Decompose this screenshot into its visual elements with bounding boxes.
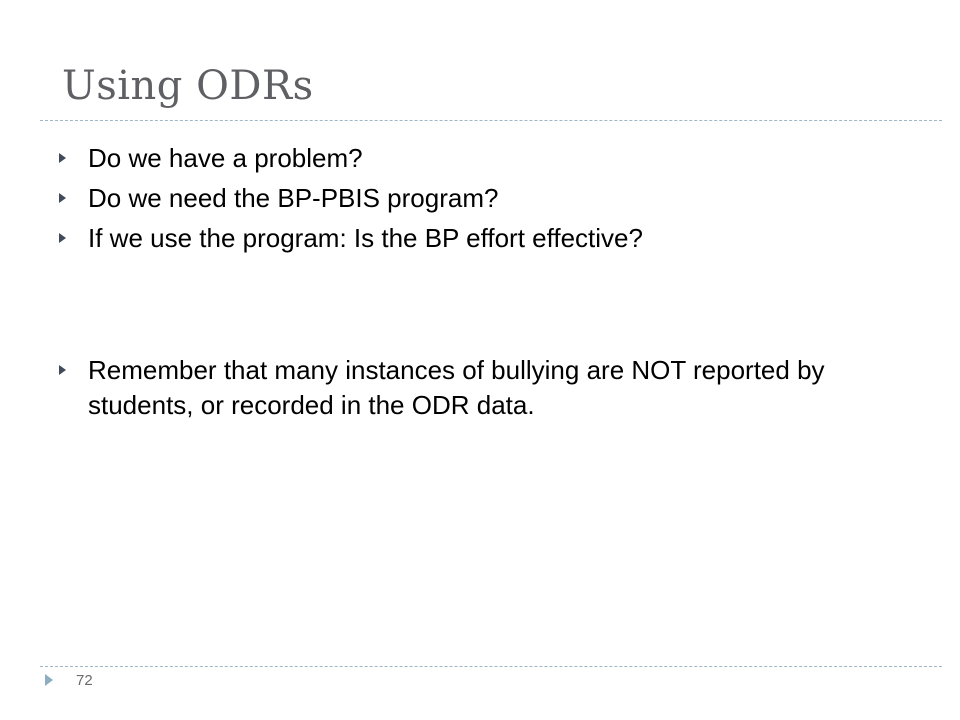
- bullet-text: Do we need the BP-PBIS program?: [88, 183, 499, 213]
- page-number: 72: [76, 672, 93, 689]
- triangle-bullet-icon: [59, 365, 66, 375]
- slide-title: Using ODRs: [62, 63, 314, 109]
- triangle-bullet-icon: [59, 193, 66, 203]
- bullet-text: Do we have a problem?: [88, 143, 363, 173]
- bullet-text: Remember that many instances of bullying are NOT reported by students, or recorded in the ODR data.: [88, 355, 825, 421]
- bullet-item: [58, 350, 918, 424]
- bullet-item: [58, 218, 918, 258]
- footer-divider: [40, 666, 942, 667]
- bullet-text: If we use the program: Is the BP effort effective?: [88, 223, 643, 253]
- bullet-item: [58, 178, 918, 218]
- footer-triangle-icon: [45, 674, 53, 686]
- title-divider: [40, 120, 942, 121]
- bullet-item: [58, 138, 918, 178]
- triangle-bullet-icon: [59, 233, 66, 243]
- bullet-list: [58, 138, 918, 424]
- triangle-bullet-icon: [59, 153, 66, 163]
